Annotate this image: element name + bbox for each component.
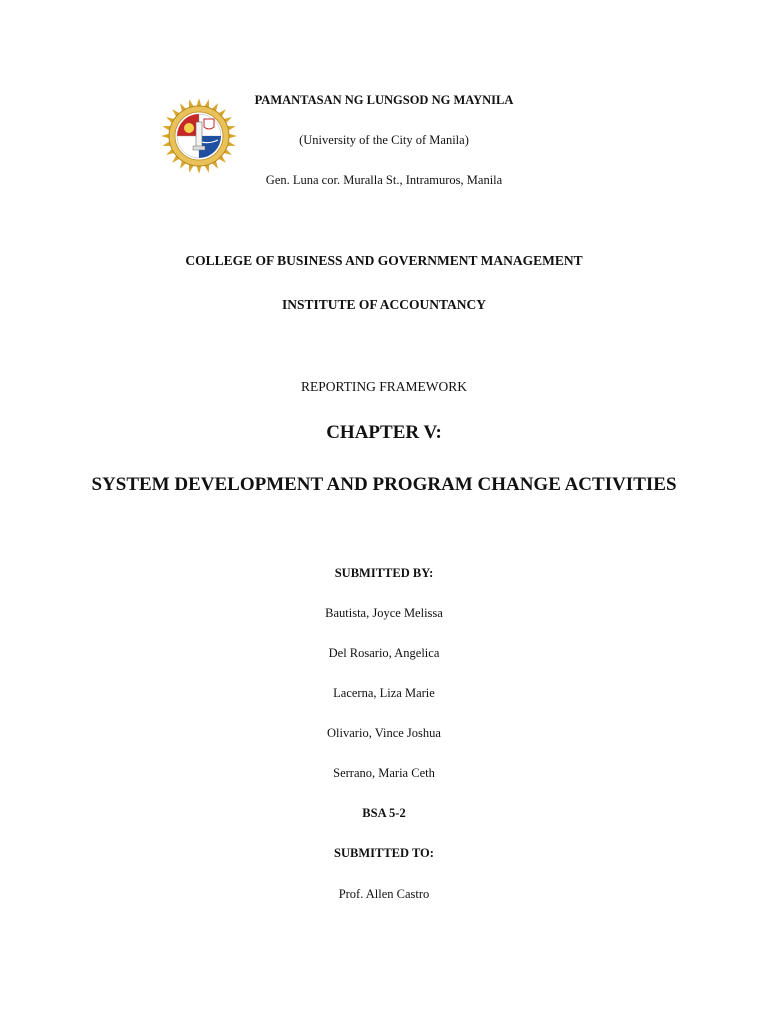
university-name: PAMANTASAN NG LUNGSOD NG MAYNILA — [254, 93, 514, 107]
professor-name: Prof. Allen Castro — [338, 887, 430, 901]
member-name: Serrano, Maria Ceth — [333, 766, 435, 780]
college-name: COLLEGE OF BUSINESS AND GOVERNMENT MANAGEMENT — [185, 253, 583, 268]
university-address: Gen. Luna cor. Muralla St., Intramuros, Manila — [265, 173, 503, 187]
member-name: Olivario, Vince Joshua — [327, 726, 441, 740]
member-name: Lacerna, Liza Marie — [333, 686, 435, 700]
institute-name: INSTITUTE OF ACCOUNTANCY — [281, 297, 487, 312]
submitted-to-label: SUBMITTED TO: — [334, 846, 434, 860]
university-english-name: (University of the City of Manila) — [299, 133, 469, 147]
report-title: SYSTEM DEVELOPMENT AND PROGRAM CHANGE ACTIVITIES — [91, 474, 677, 495]
reporting-framework: REPORTING FRAMEWORK — [300, 379, 468, 394]
submitted-by-label: SUBMITTED BY: — [334, 566, 434, 580]
chapter-heading: CHAPTER V: — [326, 422, 442, 443]
member-name: Del Rosario, Angelica — [328, 646, 440, 660]
member-name: Bautista, Joyce Melissa — [325, 606, 443, 620]
section-label: BSA 5-2 — [362, 806, 406, 820]
